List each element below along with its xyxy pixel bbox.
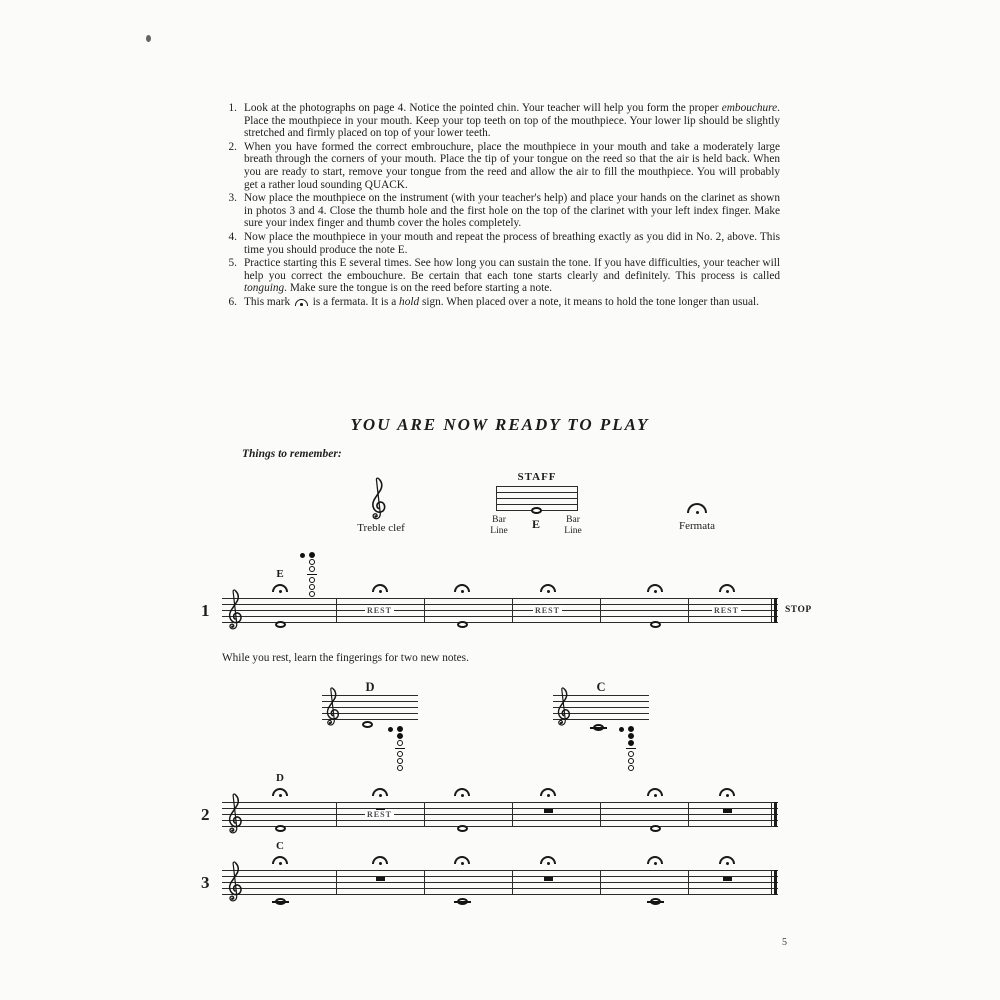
barline <box>688 870 689 895</box>
finger-hole-5 <box>397 758 403 764</box>
finger-hole-2 <box>397 733 403 739</box>
thumb-hole-dot <box>388 727 393 732</box>
fermata-icon <box>272 584 288 592</box>
treble-clef-label: Treble clef <box>357 522 405 534</box>
finger-hole-5 <box>628 758 634 764</box>
fermata-icon <box>540 856 556 864</box>
fermata-icon <box>647 788 663 796</box>
finger-holes-column <box>627 726 635 772</box>
hand-separator-line <box>395 748 405 749</box>
staff-diagram-whole-note <box>531 507 542 514</box>
whole-note <box>457 621 468 628</box>
finger-hole-2 <box>628 733 634 739</box>
whole-note <box>457 825 468 832</box>
treble-clef-icon <box>369 476 387 522</box>
fermata-icon <box>454 856 470 864</box>
text-segment: When you have formed the correct embrouchure, place the mouthpiece in your mouth and take a moderately large breath through the corners of your mouth. Place the tip of your tongue on the reed so that the air is held back. When you are ready to start, remove your tongue from the reed and allow the air to fill the mouthpiece. You will probably get a rather loud sounding QUACK. <box>244 140 780 191</box>
finger-hole-6 <box>628 765 634 771</box>
rest-label: REST <box>535 606 560 615</box>
bar-line-label-right <box>561 515 585 536</box>
instruction-item-3 <box>222 192 780 230</box>
exercise-number: 3 <box>201 873 210 892</box>
text-segment: . Make sure the tongue is on the reed before starting a note. <box>284 282 553 295</box>
finger-hole-2 <box>309 559 315 565</box>
barline <box>600 870 601 895</box>
treble-clef-icon <box>226 792 244 836</box>
scan-speck <box>146 35 151 42</box>
barline <box>688 598 689 623</box>
instruction-item-4 <box>222 231 780 256</box>
note-name-label: D <box>276 772 284 784</box>
hand-separator-line <box>307 574 317 575</box>
finger-hole-4 <box>397 751 403 757</box>
fermata-icon <box>647 856 663 864</box>
exercise-number: 2 <box>201 805 210 824</box>
fermata-icon <box>372 856 388 864</box>
interlude-text: While you rest, learn the fingerings for two new notes. <box>222 652 469 664</box>
instruction-text <box>244 231 780 256</box>
rest-label: REST <box>367 810 392 819</box>
text-segment: Practice starting this E several times. See how long you can sustain the tone. If you have difficulties, your teacher will help you correct the embouchure. Be certain that each tone starts clearly and definitely. This process is called <box>244 257 780 282</box>
text-segment: embouchure <box>721 102 778 114</box>
ledger-line <box>590 727 607 729</box>
text-segment: Now place the mouthpiece in your mouth and repeat the process of breathing exactly as you did in No. 2, above. This time you should produce the note E. <box>244 230 780 256</box>
barline <box>688 802 689 827</box>
instruction-number: 3. <box>228 192 237 205</box>
staff-diagram-barline-right <box>577 486 578 511</box>
final-barline-thin <box>771 802 772 827</box>
instruction-text <box>244 192 780 230</box>
finger-hole-3 <box>628 740 634 746</box>
thumb-hole-dot <box>619 727 624 732</box>
fermata-icon <box>372 788 388 796</box>
barline <box>512 802 513 827</box>
fermata-icon <box>540 788 556 796</box>
whole-note <box>650 825 661 832</box>
finger-hole-4 <box>628 751 634 757</box>
final-barline-thick <box>774 870 777 895</box>
barline <box>600 598 601 623</box>
barline <box>512 598 513 623</box>
fingering-chart <box>396 726 404 772</box>
text-segment: hold <box>399 295 420 308</box>
barline <box>336 598 337 623</box>
barline <box>512 870 513 895</box>
text-segment: tonguing <box>244 282 285 295</box>
staff-label: STAFF <box>517 471 557 483</box>
note-name-label: D <box>365 680 375 694</box>
finger-hole-4 <box>309 577 315 583</box>
instruction-number: 1. <box>228 102 237 114</box>
text-segment: This mark <box>244 295 293 308</box>
finger-hole-3 <box>309 566 315 572</box>
instruction-text <box>244 257 780 295</box>
instruction-text <box>244 141 780 191</box>
line-label: Line <box>564 525 582 536</box>
ledger-line <box>647 901 664 903</box>
whole-note <box>650 621 661 628</box>
treble-clef-icon <box>226 860 244 904</box>
final-barline-thick <box>774 598 777 623</box>
staff-diagram-barline-left <box>496 486 497 511</box>
fermata-icon <box>687 503 707 513</box>
ledger-line <box>272 901 289 903</box>
instruction-item-5 <box>222 257 780 295</box>
text-segment: . Place the mouthpiece in your mouth. Keep your top teeth on top of the mouthpiece. Your lower lip should be slightly stretched and firmly placed on top of your lower teeth. <box>244 102 780 140</box>
whole-note <box>275 825 286 832</box>
fermata-inline-icon <box>295 299 308 306</box>
finger-holes-column <box>396 726 404 772</box>
instruction-text <box>244 296 780 309</box>
finger-holes-column <box>308 552 316 598</box>
finger-hole-3 <box>397 740 403 746</box>
instruction-item-6 <box>222 296 780 309</box>
barline <box>424 598 425 623</box>
fermata-icon <box>272 788 288 796</box>
ledger-line <box>454 901 471 903</box>
rest-label: REST <box>367 606 392 615</box>
instruction-text <box>244 102 780 140</box>
fermata-label: Fermata <box>678 520 716 532</box>
fingering-chart <box>308 552 316 598</box>
barline <box>600 802 601 827</box>
exercise-1-staff <box>201 568 812 623</box>
instruction-number: 6. <box>228 295 237 308</box>
page-number: 5 <box>782 937 787 948</box>
treble-clef-icon <box>226 588 244 632</box>
final-barline-thin <box>771 870 772 895</box>
barline <box>424 870 425 895</box>
finger-hole-1 <box>397 726 403 732</box>
thumb-hole-dot <box>300 553 305 558</box>
exercise-number: 1 <box>201 601 210 620</box>
page-title: YOU ARE NOW READY TO PLAY <box>350 415 650 434</box>
fermata-icon <box>454 788 470 796</box>
staff-note-name-label: E <box>532 517 541 531</box>
final-barline-thick <box>774 802 777 827</box>
hand-separator-line <box>626 748 636 749</box>
note-name-label: E <box>276 568 284 580</box>
fermata-icon <box>372 584 388 592</box>
bar-line-label-left <box>487 515 511 536</box>
rest-label: REST <box>714 606 739 615</box>
fingering-diagram-D <box>322 680 418 775</box>
note-name-label: C <box>276 840 284 852</box>
fermata-icon <box>454 584 470 592</box>
instruction-item-2 <box>222 141 780 191</box>
fermata-icon <box>719 856 735 864</box>
whole-rest <box>376 877 385 881</box>
text-segment: sign. When placed over a note, it means to hold the tone longer than usual. <box>419 295 760 308</box>
whole-rest <box>723 877 732 881</box>
finger-hole-1 <box>309 552 315 558</box>
finger-hole-6 <box>397 765 403 771</box>
instruction-number: 5. <box>228 257 237 270</box>
line-label: Line <box>490 525 508 536</box>
staff-diagram <box>496 486 578 511</box>
fermata-icon <box>272 856 288 864</box>
bar-label: Bar <box>566 515 580 525</box>
fermata-icon <box>719 584 735 592</box>
barline <box>336 802 337 827</box>
instruction-number: 2. <box>228 140 237 153</box>
instruction-number: 4. <box>228 230 237 243</box>
note-name-label: C <box>596 680 606 694</box>
text-segment: Now place the mouthpiece on the instrument (with your teacher's help) and place your hands on the clarinet as shown in photos 3 and 4. Close the thumb hole and the first hole on the top of the clarinet with your left index finger. Make sure your index finger and thumb cover the holes completely. <box>244 192 780 230</box>
finger-hole-6 <box>309 591 315 597</box>
fingering-chart <box>627 726 635 772</box>
bar-label: Bar <box>492 515 506 525</box>
exercise-3-staff <box>201 840 778 895</box>
instruction-item-1 <box>222 102 780 140</box>
things-to-remember-heading: Things to remember: <box>242 448 342 460</box>
text-segment: Look at the photographs on page 4. Notice the pointed chin. Your teacher will help you form the proper <box>244 102 722 114</box>
final-barline-thin <box>771 598 772 623</box>
barline <box>336 870 337 895</box>
barline <box>424 802 425 827</box>
instructions-list <box>222 102 780 310</box>
whole-rest <box>544 877 553 881</box>
stop-label: STOP <box>785 605 812 615</box>
whole-rest <box>544 809 553 813</box>
whole-note <box>362 721 373 728</box>
finger-hole-5 <box>309 584 315 590</box>
text-segment: is a fermata. It is a <box>309 295 400 308</box>
exercise-2-staff <box>201 772 778 827</box>
fermata-icon <box>540 584 556 592</box>
finger-hole-1 <box>628 726 634 732</box>
whole-note <box>275 621 286 628</box>
fingering-diagram-C <box>553 680 649 775</box>
whole-rest <box>723 809 732 813</box>
fermata-icon <box>719 788 735 796</box>
fermata-icon <box>647 584 663 592</box>
